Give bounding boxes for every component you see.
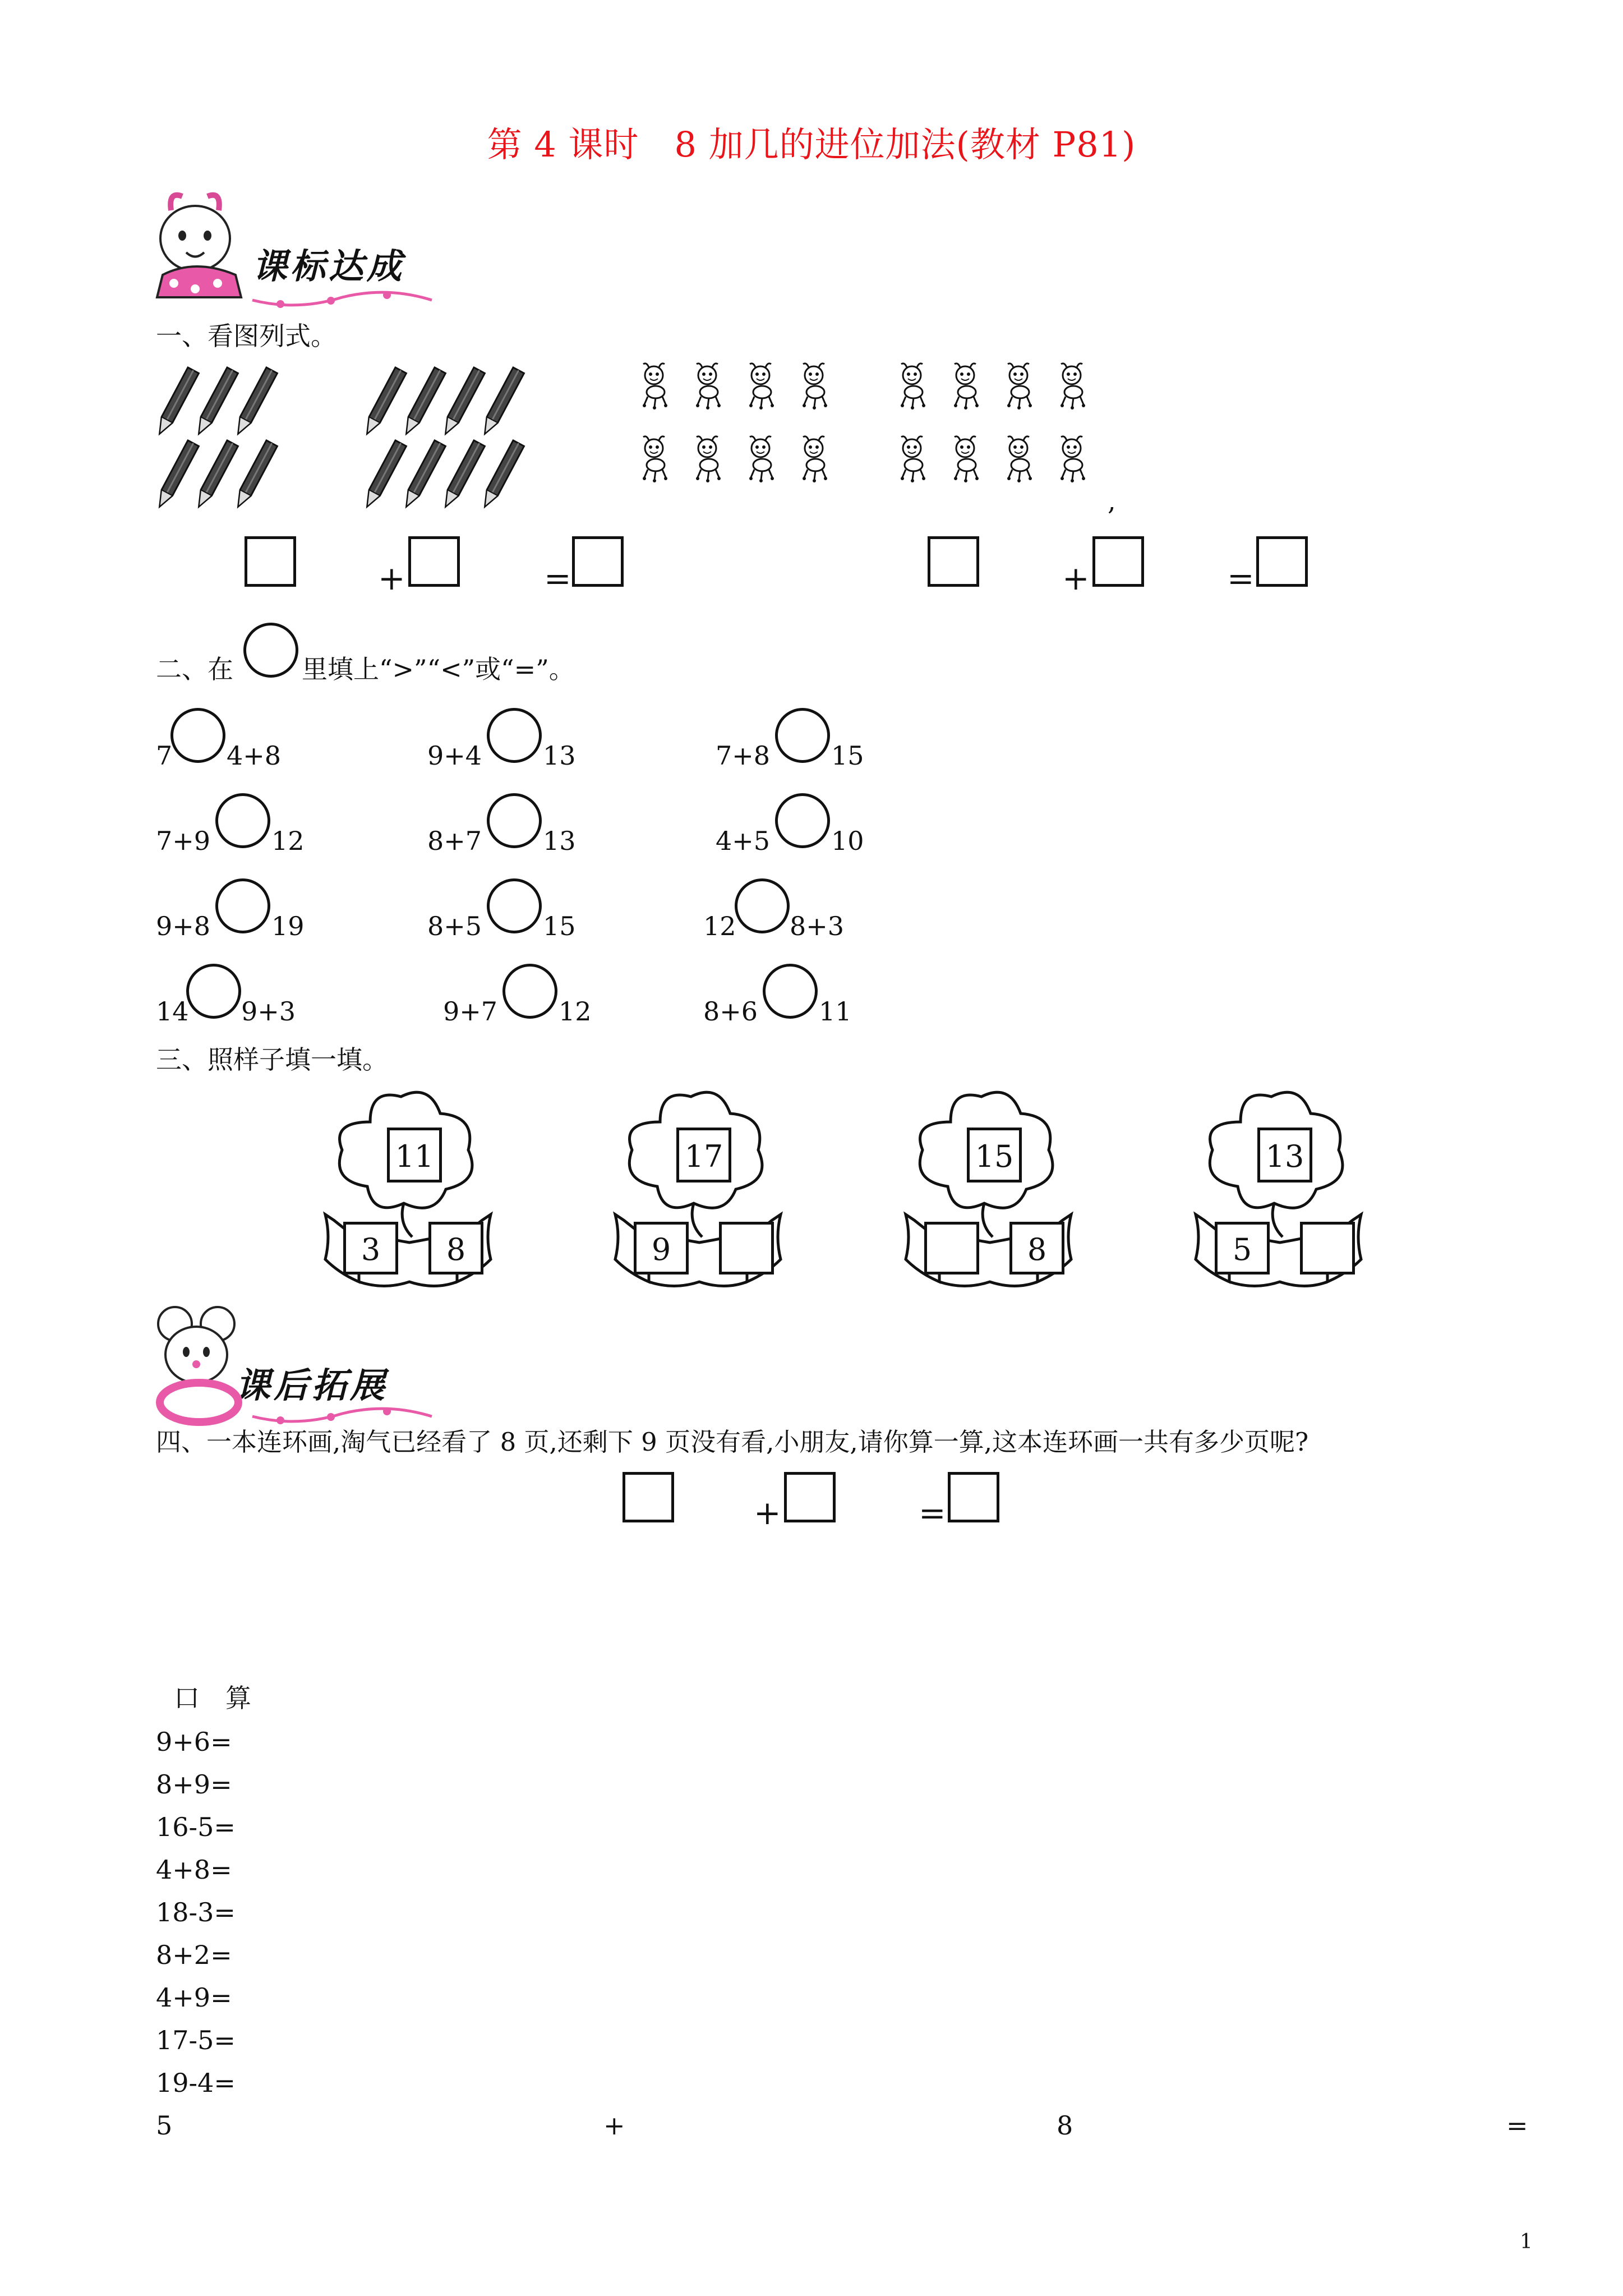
bottom-plus: + <box>603 2110 625 2141</box>
plus-sign: + <box>754 1494 781 1532</box>
ant-group-2-icon <box>897 362 1122 519</box>
answer-box[interactable] <box>948 1472 999 1522</box>
question-3-label: 三、照样子填一填。 <box>156 1045 388 1075</box>
compare-left: 9+8 <box>156 911 211 941</box>
bottom-value-a: 5 <box>156 2110 173 2141</box>
oral-item: 8+9= <box>156 1769 232 1800</box>
compare-right: 12 <box>271 826 305 856</box>
oral-title: 口 算 <box>174 1683 251 1713</box>
flower-top-number: 15 <box>975 1139 1014 1174</box>
answer-box[interactable] <box>784 1472 836 1522</box>
flower-left-number: 5 <box>1232 1232 1252 1267</box>
compare-circle[interactable] <box>735 878 790 933</box>
compare-left: 7+9 <box>156 826 211 856</box>
compare-circle[interactable] <box>763 964 818 1019</box>
flower-top-number: 17 <box>684 1139 723 1174</box>
oral-item: 18-3= <box>156 1897 236 1927</box>
oral-item: 16-5= <box>156 1812 236 1842</box>
compare-right: 12 <box>559 996 592 1027</box>
flower-top-number: 11 <box>395 1139 434 1174</box>
example-circle <box>243 623 298 678</box>
compare-right: 4+8 <box>227 740 282 771</box>
oral-item: 4+8= <box>156 1855 232 1885</box>
answer-box[interactable] <box>928 536 979 587</box>
section-badge-standard <box>151 185 443 314</box>
answer-box[interactable] <box>408 536 460 587</box>
question-2-label-start: 二、在 <box>156 654 233 684</box>
oral-item: 17-5= <box>156 2025 236 2055</box>
compare-left: 8+7 <box>427 826 482 856</box>
ant-group-1-icon <box>639 362 864 519</box>
answer-box[interactable] <box>1256 536 1308 587</box>
flower-right-box[interactable] <box>719 1222 774 1274</box>
bottom-equals: = <box>1506 2110 1528 2141</box>
compare-right: 13 <box>543 740 576 771</box>
question-4-text: 四、一本连环画,淘气已经看了 8 页,还剩下 9 页没有看,小朋友,请你算一算,这本连环画一共有多少页呢? <box>156 1427 1309 1457</box>
stray-comma: , <box>1108 486 1116 516</box>
pencil-group-2-icon <box>359 365 544 516</box>
compare-left: 7+8 <box>716 740 771 771</box>
compare-left: 9+4 <box>427 740 482 771</box>
compare-right: 10 <box>831 826 864 856</box>
plus-sign: + <box>378 559 405 597</box>
section-badge-extension <box>151 1301 443 1430</box>
flower-right-number: 8 <box>1027 1232 1047 1267</box>
page-number: 1 <box>1520 2230 1533 2253</box>
oral-item: 9+6= <box>156 1727 232 1757</box>
section-badge-label: 课后拓展 <box>236 1365 389 1406</box>
page-title: 第 4 课时 8 加几的进位加法(教材 P81) <box>487 124 1136 165</box>
compare-left: 7 <box>156 740 173 771</box>
compare-right: 9+3 <box>241 996 296 1027</box>
flower-left-number: 3 <box>361 1232 381 1267</box>
compare-left: 8+5 <box>427 911 482 941</box>
answer-box[interactable] <box>623 1472 674 1522</box>
compare-right: 11 <box>819 996 852 1027</box>
compare-left: 12 <box>703 911 736 941</box>
compare-left: 4+5 <box>716 826 771 856</box>
compare-right: 8+3 <box>790 911 845 941</box>
compare-right: 13 <box>543 826 576 856</box>
flower-right-number: 8 <box>446 1232 466 1267</box>
equals-sign: = <box>1227 559 1255 597</box>
equals-sign: = <box>544 559 571 597</box>
oral-item: 8+2= <box>156 1940 232 1970</box>
compare-circle[interactable] <box>487 708 542 763</box>
compare-circle[interactable] <box>215 878 270 933</box>
compare-circle[interactable] <box>487 793 542 848</box>
oral-item: 19-4= <box>156 2068 236 2098</box>
flower-left-box[interactable] <box>924 1222 979 1274</box>
pencil-group-1-icon <box>151 365 297 516</box>
compare-right: 19 <box>271 911 305 941</box>
compare-left: 14 <box>156 996 189 1027</box>
bottom-value-b: 8 <box>1057 2110 1073 2141</box>
compare-circle[interactable] <box>170 708 225 763</box>
compare-circle[interactable] <box>775 793 830 848</box>
compare-circle[interactable] <box>186 964 241 1019</box>
question-1-label: 一、看图列式。 <box>156 321 336 351</box>
compare-left: 8+6 <box>703 996 758 1027</box>
flower-top-number: 13 <box>1265 1139 1304 1174</box>
plus-sign: + <box>1062 559 1090 597</box>
oral-item: 4+9= <box>156 1982 232 2013</box>
compare-left: 9+7 <box>443 996 498 1027</box>
question-2-label-end: 里填上“>”“<”或“=”。 <box>302 654 575 684</box>
answer-box[interactable] <box>572 536 624 587</box>
compare-circle[interactable] <box>502 964 557 1019</box>
compare-circle[interactable] <box>487 878 542 933</box>
compare-circle[interactable] <box>215 793 270 848</box>
answer-box[interactable] <box>245 536 296 587</box>
equals-sign: = <box>919 1494 946 1532</box>
flower-right-box[interactable] <box>1300 1222 1355 1274</box>
flower-left-number: 9 <box>651 1232 671 1267</box>
compare-right: 15 <box>831 740 864 771</box>
section-badge-label: 课标达成 <box>252 246 405 287</box>
answer-box[interactable] <box>1092 536 1144 587</box>
compare-right: 15 <box>543 911 576 941</box>
compare-circle[interactable] <box>775 708 830 763</box>
